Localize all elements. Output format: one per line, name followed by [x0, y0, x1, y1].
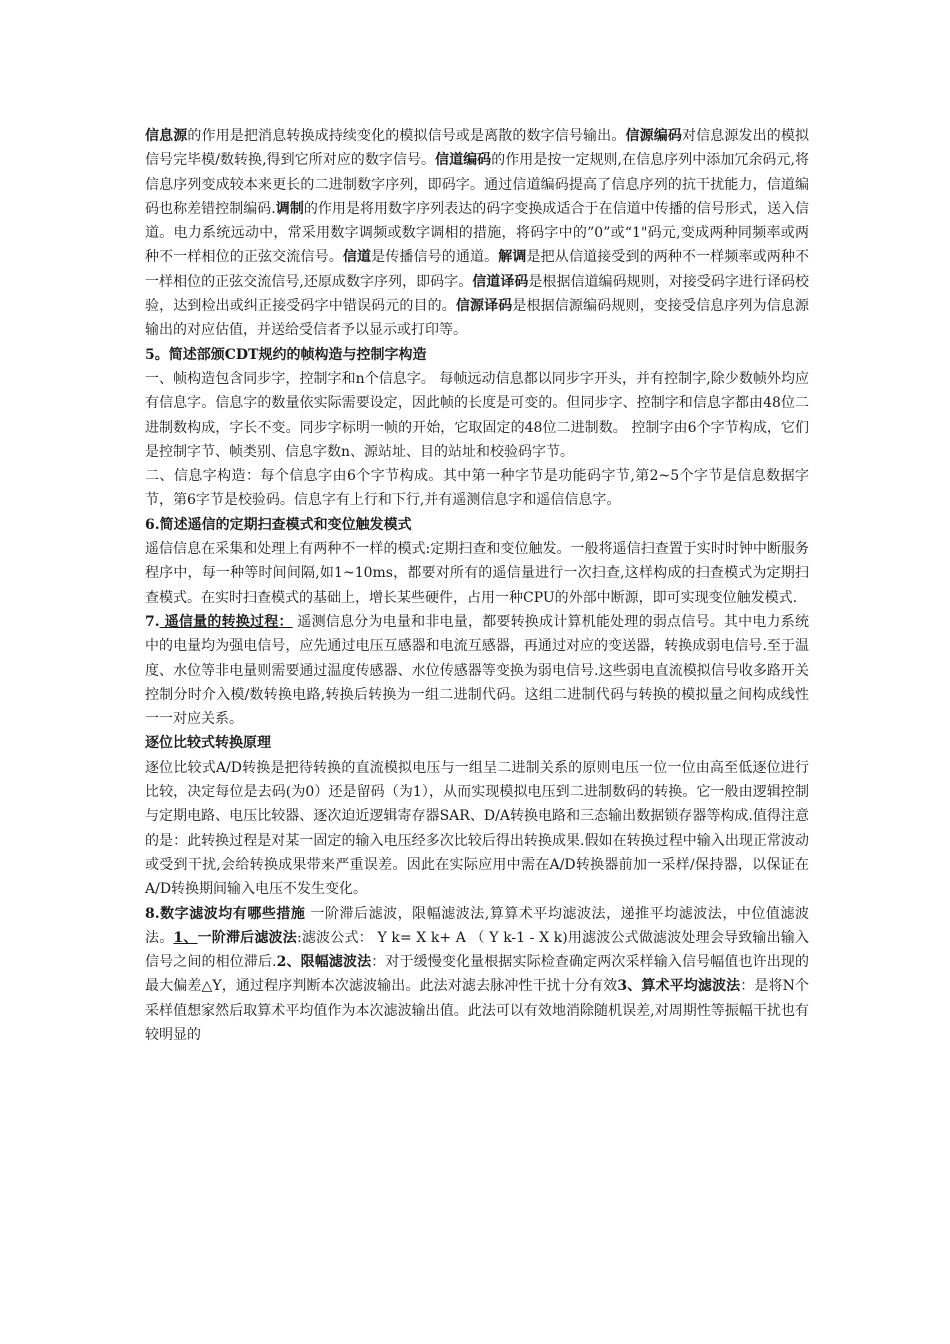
- paragraph-digital-filtering: [145, 902, 809, 1048]
- p8-run-5: 2、限幅滤波法: [276, 954, 372, 971]
- p1-run-0: 信息源: [145, 128, 188, 144]
- p1-run-9: 是传播信号的通道。: [371, 249, 499, 266]
- p1-run-13: 是根据信道编码规则，对接受码字进行译码校验，达到检出或纠正接受码字中错误码元的目的。: [145, 273, 810, 315]
- p1-run-11: 是把从信道接受到的两种不一样频率或两种不一样相位的正弦交流信号,还原成数字序列，即码字。: [145, 249, 810, 290]
- p1-run-8: 信道: [342, 249, 372, 266]
- p8-run-4: :滤波公式： Y k= X k+ A （ Y k-1 - X k)用滤波公式做滤波处理会导致输出输入信号之间的相位滞后.: [145, 929, 810, 971]
- paragraph-frame-structure: 一、帧构造包含同步字，控制字和n个信息字。 每帧远动信息都以同步字开头，并有控制字,除少数帧外均应有信息字。信息字的数量依实际需要设定，因此帧的长度是可变的。但同步字、控制字和信息字都由48位二进制数构成，字长不变。同步字标明一帧的开始，它取固定的48位二进制数。 控制字由6个字节构成，它们是控制字节、帧类别、信息字数n、源站址、目的站址和校验码字节。: [145, 370, 809, 460]
- p1-run-2: 信源编码: [625, 128, 682, 144]
- p8-run-8: ：是将N个采样值想家然后取算术平均值作为本次滤波输出值。此法可以有效地消除随机误差,对周期性等振幅干扰也有较明显的: [145, 978, 809, 1043]
- p1-run-5: 的作用是按一定规则,在信息序列中添加冗余码元,将信息序列变成较本来更长的二进制数字序列，即码字。通过信道编码提高了信息序列的抗干扰能力，信道编码也称差错控制编码.: [145, 152, 810, 217]
- paragraph-telesignal-modes: 遥信信息在采集和处理上有两种不一样的模式:定期扫查和变位触发。一般将遥信扫查置于实时时钟中断服务程序中，每一种等时间间隔,如1~10ms，都要对所有的遥信量进行一次扫查,这样构成的扫查模式为定期扫查模式。在实时扫查模式的基础上，增长某些硬件，占用一种CPU的外部中断源，即可实现变位触发模式.: [145, 541, 809, 606]
- p1-run-1: 的作用是把消息转换成持续变化的模拟信号或是离散的数字信号输出。: [187, 128, 626, 144]
- heading-cdt-frame: 5。简述部颁CDT规约的帧构造与控制字构造: [145, 346, 427, 363]
- p7-run-0: 7.: [145, 613, 160, 630]
- p8-run-6: ：对于缓慢变化量根据实际检查确定两次采样输入信号幅值也许出现的最大偏差△Y，通过程序判断本次滤波输出。此法对滤去脉冲性干扰十分有效: [145, 954, 809, 995]
- p8-run-7: 3、算术平均滤波法: [617, 978, 741, 995]
- p8-run-1: 一阶滞后滤波，限幅滤波法,算算术平均滤波法，递推平均滤波法，中位值滤波法。: [145, 905, 809, 946]
- p1-run-6: 调制: [275, 200, 304, 217]
- p8-run-0: 8.数字滤波均有哪些措施: [145, 905, 306, 922]
- p8-run-3: 一阶滞后滤波法: [197, 929, 297, 946]
- p1-run-12: 信道译码: [472, 273, 529, 290]
- paragraph-information-flow: [145, 124, 809, 343]
- p7-run-1: 遥信量的转换过程：: [159, 613, 293, 630]
- p1-run-15: 是根据信源编码规则，变接受信息序列为信息源输出的对应估值，并送给受信者予以显示或打印等。: [145, 298, 810, 339]
- p1-run-14: 信源译码: [455, 298, 513, 315]
- p1-run-10: 解调: [498, 249, 527, 266]
- heading-successive-approximation: 逐位比较式转换原理: [145, 735, 271, 752]
- heading-telesignal-modes: 6.简述遥信的定期扫查模式和变位触发模式: [145, 516, 412, 533]
- p8-run-2: 1、: [173, 929, 198, 946]
- paragraph-successive-approximation: 逐位比较式A/D转换是把待转换的直流模拟电压与一组呈二进制关系的原则电压一位一位由高至低逐位进行比较，决定每位是去码(为0）还是留码（为1），从而实现模拟电压到二进制数码的转换。它一般由逻辑控制与定期电路、电压比较器、逐次迫近逻辑寄存器SAR、D/A转换电路和三态输出数据锁存器等构成.值得注意的是：此转换过程是对某一固定的输入电压经多次比较后得出转换成果.假如在转换过程中输入出现正常波动或受到干扰,会给转换成果带来严重误差。因此在实际应用中需在A/D转换器前加一采样/保持器，以保证在A/D转换期间输入电压不发生变化。: [145, 759, 809, 898]
- p1-run-4: 信道编码: [435, 152, 492, 169]
- p1-run-7: 的作用是将用数字序列表达的码字变换成适合于在信道中传播的信号形式，送入信道。电力系统远动中，常采用数字调频或数字调相的措施，将码字中的”0”或“1"码元,变成两种同频率或两种不一样相位的正弦交流信号。: [145, 200, 810, 266]
- p1-run-3: 对信息源发出的模拟信号完毕模/数转换,得到它所对应的数字信号。: [145, 128, 810, 169]
- paragraph-info-word-structure: 二、信息字构造：每个信息字由6个字节构成。其中第一种字节是功能码字节,第2~5个字节是信息数据字节，第6字节是校验码。信息字有上行和下行,并有遥测信息字和遥信信息字。: [145, 468, 809, 509]
- p7-run-2: 遥测信息分为电量和非电量，都要转换成计算机能处理的弱点信号。其中电力系统中的电量均为强电信号，应先通过电压互感器和电流互感器，再通过对应的变送器，转换成弱电信号.至于温度、水位等非电量则需要通过温度传感器、水位传感器等变换为弱电信号.这些弱电直流模拟信号收多路开关控制分时介入模/数转换电路,转换后转换为一组二进制代码。这组二进制代码与转换的模拟量之间构成线性一一对应关系。: [145, 613, 809, 728]
- document-body: [145, 124, 809, 1047]
- paragraph-telemetry-conversion: [145, 610, 809, 731]
